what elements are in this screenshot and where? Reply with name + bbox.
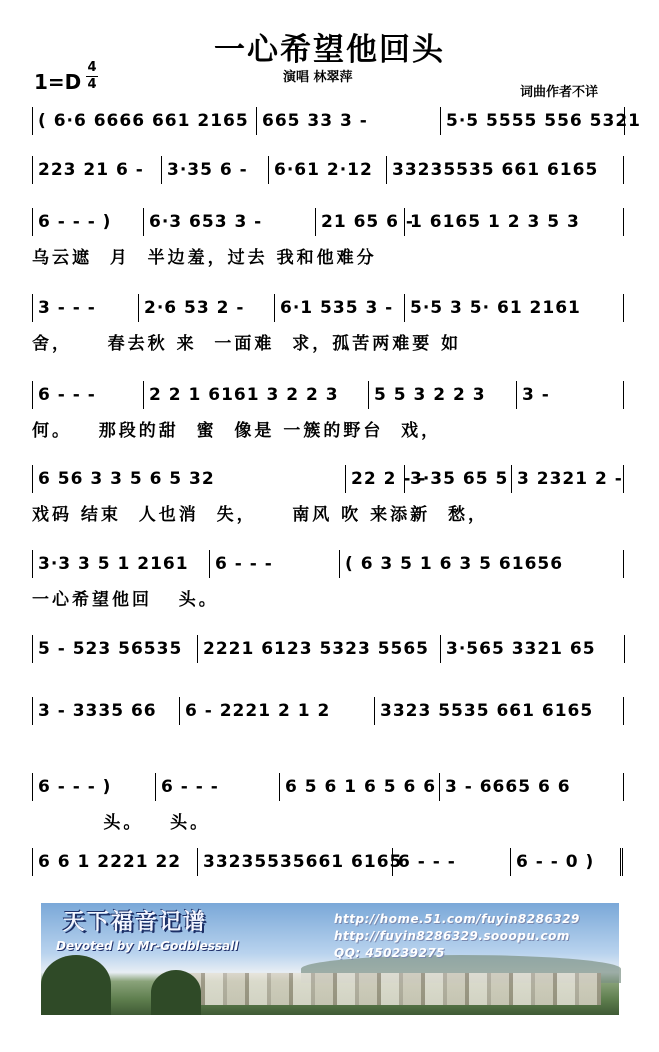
measure: 6·3 653 3 - xyxy=(144,208,316,236)
measure-group xyxy=(32,635,624,663)
measure: 3 2321 2 - xyxy=(512,465,624,493)
measure: 6 - - 0 ) xyxy=(511,848,623,876)
measure-group xyxy=(32,697,624,725)
measure: 6 - - - ) xyxy=(32,773,156,801)
singer-credit: 演唱 林翠萍 xyxy=(283,70,353,85)
lyrics-line xyxy=(32,670,624,694)
measure: 33235535661 6165 xyxy=(198,848,393,876)
lyrics-line: 舍， 春去秋 来 一面难 求，孤苦两难要 如 xyxy=(32,334,462,354)
composer-credit: 词曲作者不详 xyxy=(520,85,599,100)
measure: 3 - 3335 66 xyxy=(32,697,180,725)
lyrics-line xyxy=(32,732,624,756)
measure: 5·5 5555 556 5321 xyxy=(441,107,625,135)
measure: 5 5 3 2 2 3 xyxy=(369,381,517,409)
measure: 6 - - - xyxy=(210,550,340,578)
staff-row xyxy=(32,550,624,610)
measure: 3 - xyxy=(517,381,624,409)
staff-row xyxy=(32,381,624,441)
measure: 22 2 - - xyxy=(346,465,405,493)
measure: 6·1 535 3 - xyxy=(275,294,405,322)
banner-cityscape xyxy=(161,973,601,1005)
lyrics-line: 乌云遮 月 半边羞，过去 我和他难分 xyxy=(32,248,377,268)
measure: 2 2 1 6161 3 2 2 3 xyxy=(144,381,369,409)
measure: 1 6165 1 2 3 5 3 xyxy=(405,208,624,236)
banner-url-2: http://fuyin8286329.sooopu.com xyxy=(334,929,570,943)
measure: 3·35 65 5 xyxy=(405,465,512,493)
banner-tree xyxy=(41,955,111,1015)
banner-url-1: http://home.51.com/fuyin8286329 xyxy=(334,912,580,926)
staff-row xyxy=(32,294,624,354)
lyrics-line: 戏码 结束 人也消 失， 南风 吹 来添新 愁， xyxy=(32,505,488,525)
measure: 5·5 3 5· 61 2161 xyxy=(405,294,624,322)
measure: 6·61 2·12 xyxy=(269,156,387,184)
measure: 2·6 53 2 - xyxy=(139,294,275,322)
measure: 33235535 661 6165 xyxy=(387,156,624,184)
staff-row xyxy=(32,773,624,833)
lyrics-line: 头。 头。 xyxy=(32,813,211,833)
measure: ( 6 3 5 1 6 3 5 61656 xyxy=(340,550,624,578)
staff-row xyxy=(32,208,624,268)
measure: 21 65 6 - xyxy=(316,208,405,236)
measure-group xyxy=(32,550,624,578)
measure: 3 - - - xyxy=(32,294,139,322)
measure: 6 - - - xyxy=(156,773,280,801)
measure: 2221 6123 5323 5565 xyxy=(198,635,441,663)
measure-group xyxy=(32,156,624,184)
measure-group xyxy=(32,381,624,409)
banner-title: 天下福音记谱 xyxy=(63,910,208,935)
measure: 665 33 3 - xyxy=(257,107,441,135)
staff-row xyxy=(32,156,624,216)
publisher-banner xyxy=(41,903,619,1015)
measure: 6 - 2221 2 1 2 xyxy=(180,697,375,725)
measure-group xyxy=(32,465,624,493)
measure: 5 - 523 56535 xyxy=(32,635,198,663)
measure: 3 - 6665 6 6 xyxy=(440,773,624,801)
staff-row xyxy=(32,848,624,908)
measure: 6 - - - xyxy=(393,848,511,876)
measure: 3·35 6 - xyxy=(162,156,269,184)
measure: 3·565 3321 65 xyxy=(441,635,625,663)
measure-group xyxy=(32,208,624,236)
lyrics-line: 何。 那段的甜 蜜 像是 一簇的野台 戏， xyxy=(32,421,442,441)
measure-group xyxy=(32,773,624,801)
measure: 6 - - - xyxy=(32,381,144,409)
meter-top: 4 xyxy=(87,60,97,75)
time-signature xyxy=(86,60,98,93)
measure: 3323 5535 661 6165 xyxy=(375,697,624,725)
measure-group xyxy=(32,294,624,322)
meter-bottom: 4 xyxy=(87,77,97,92)
measure: 6 6 1 2221 22 xyxy=(32,848,198,876)
measure: 6 5 6 1 6 5 6 6 xyxy=(280,773,440,801)
staff-row xyxy=(32,465,624,525)
measure: 3·3 3 5 1 2161 xyxy=(32,550,210,578)
measure: 223 21 6 - xyxy=(32,156,162,184)
measure: 6 56 3 3 5 6 5 32 xyxy=(32,465,346,493)
measure: 6 - - - ) xyxy=(32,208,144,236)
measure-group xyxy=(32,107,641,135)
staff-row xyxy=(32,697,624,757)
measure: ( 6·6 6666 661 2165 xyxy=(32,107,257,135)
measure-group xyxy=(32,848,624,876)
banner-subtitle: Devoted by Mr-Godblessall xyxy=(56,939,239,953)
staff-row xyxy=(32,635,624,695)
banner-tree xyxy=(151,970,201,1015)
key-signature: 1=D xyxy=(34,70,82,94)
song-title: 一心希望他回头 xyxy=(214,32,445,68)
lyrics-line: 一心希望他回 头。 xyxy=(32,590,219,610)
banner-qq: QQ: 450239275 xyxy=(334,946,446,960)
